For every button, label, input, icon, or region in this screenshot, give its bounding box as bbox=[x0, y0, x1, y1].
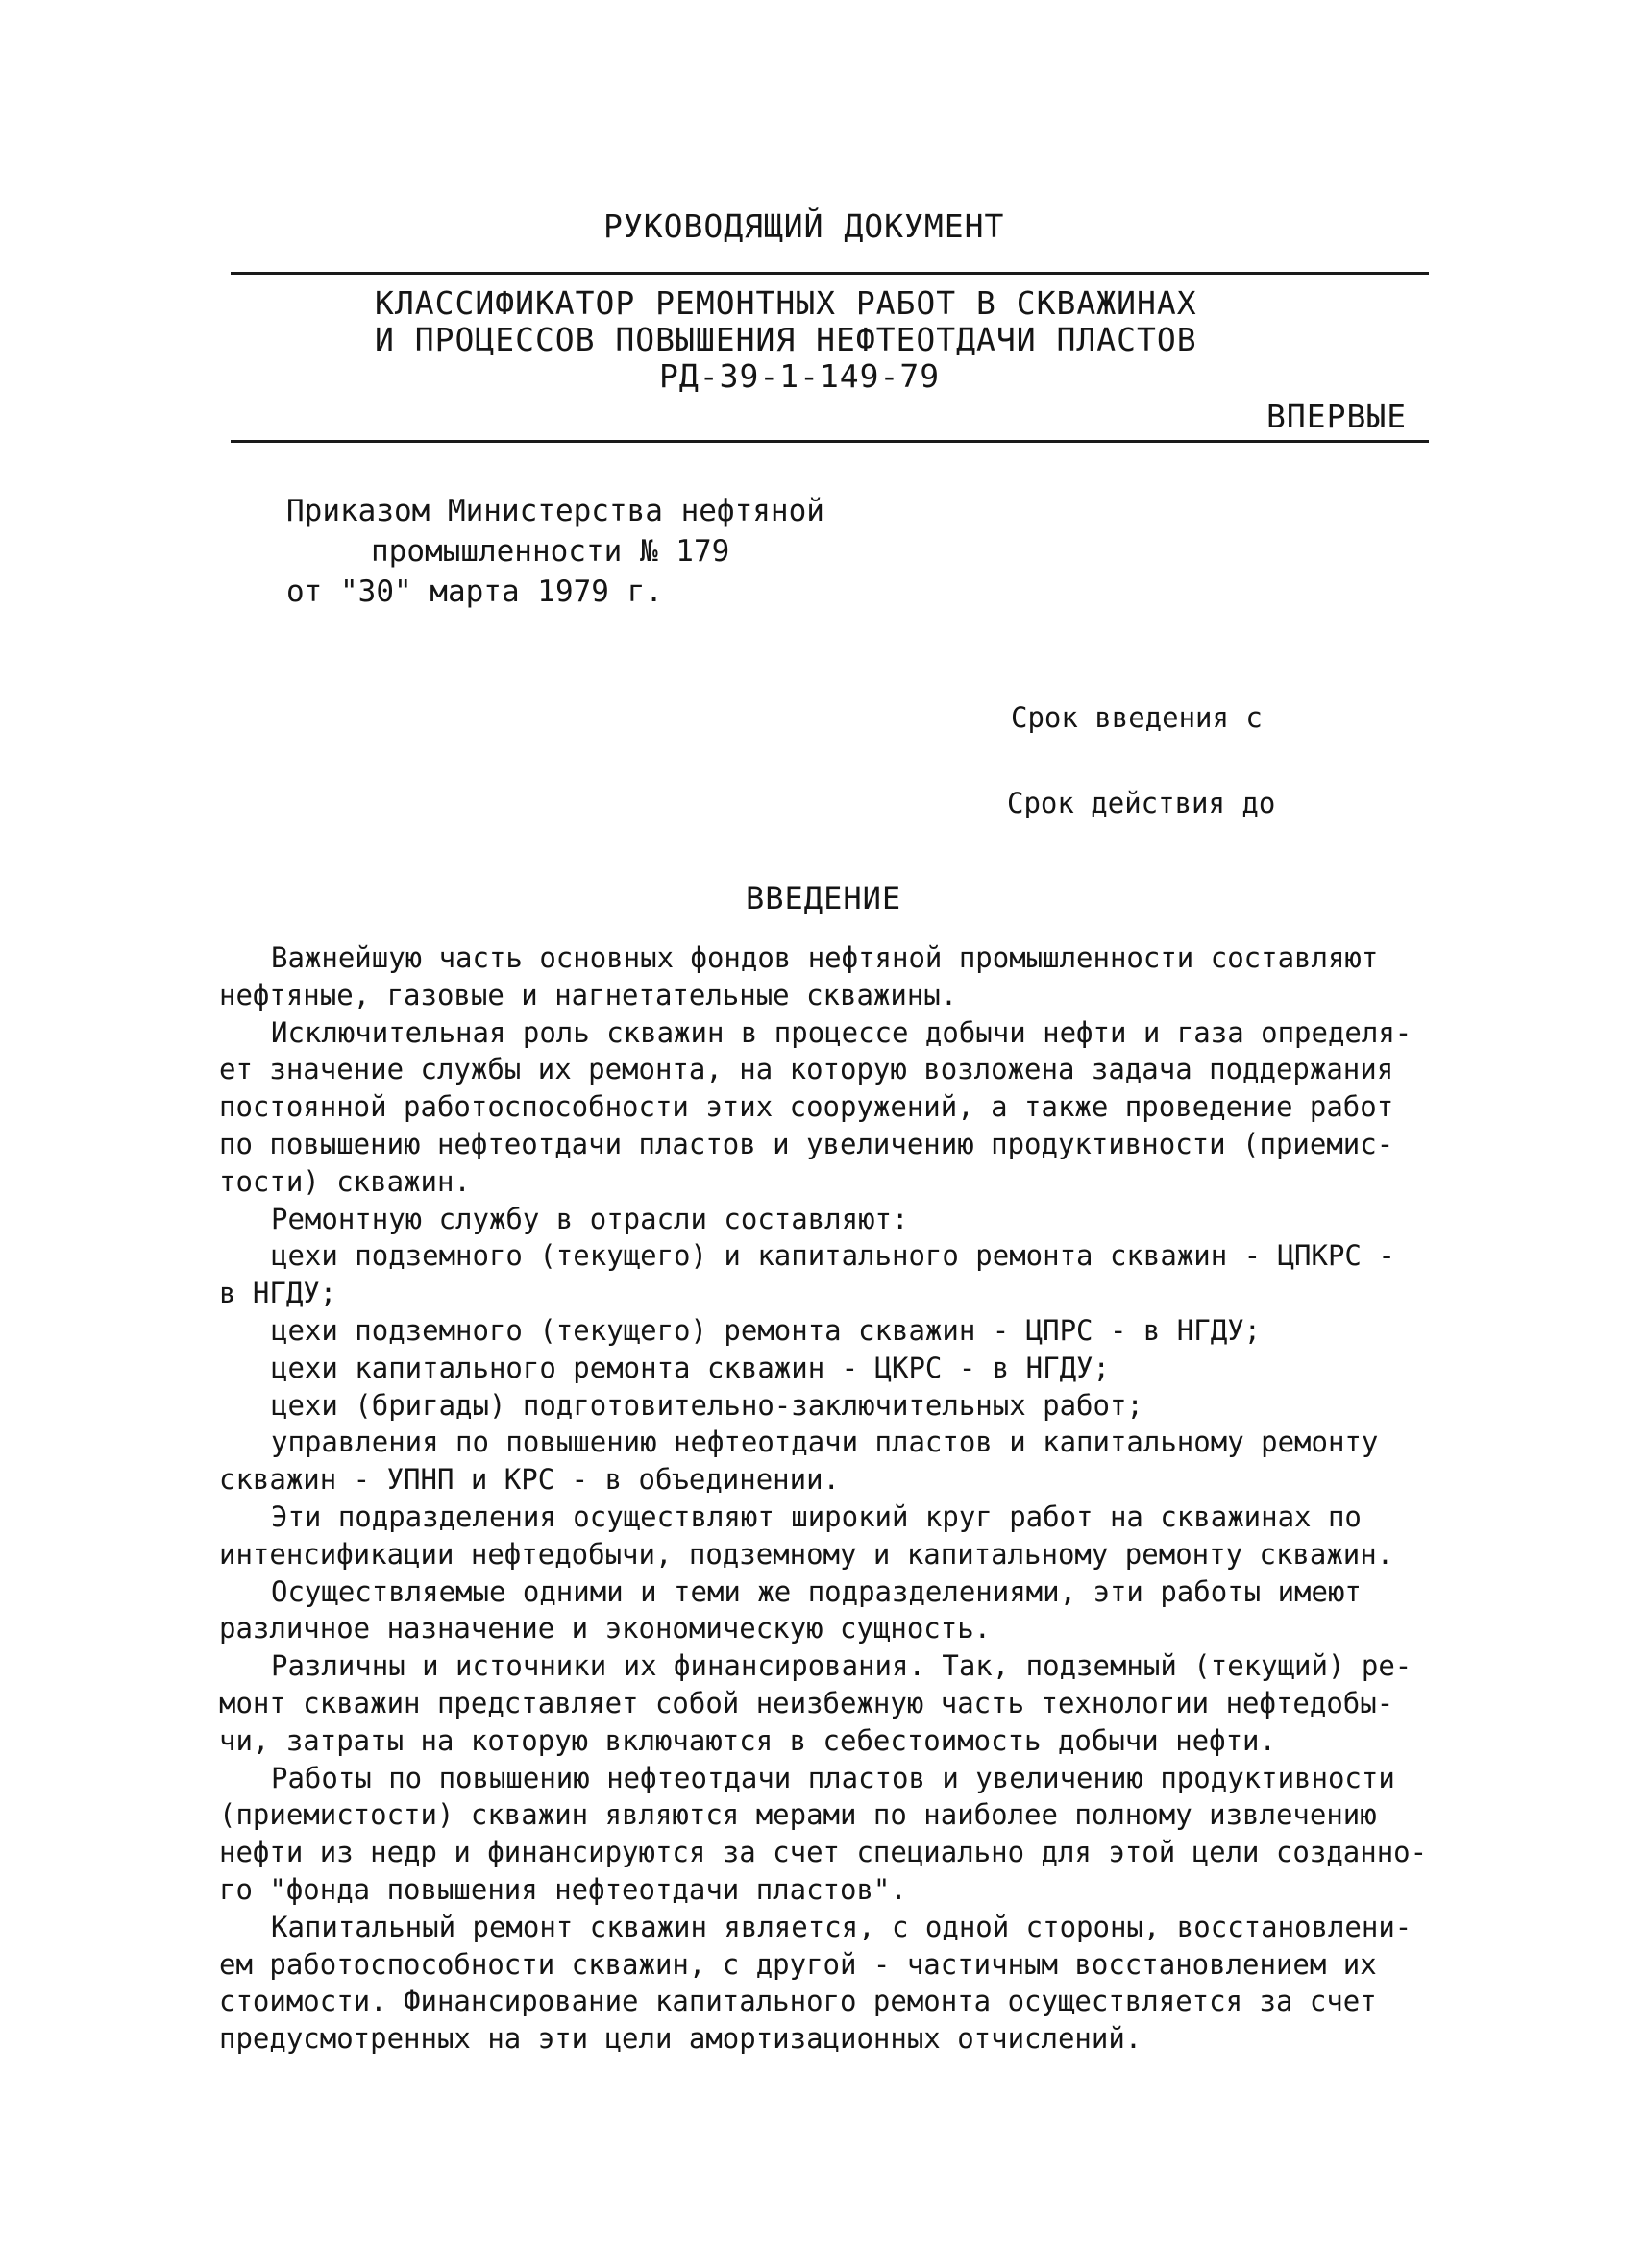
header-bottom-rule bbox=[231, 440, 1429, 443]
text-line: интенсификации нефтедобычи, подземному и капитальному ремонту скважин. bbox=[219, 1537, 1394, 1571]
introduction-body bbox=[219, 939, 1468, 2058]
text-line: цехи капитального ремонта скважин - ЦКРС - в НГДУ; bbox=[271, 1351, 1110, 1384]
order-line-3: от "30" марта 1979 г. bbox=[286, 574, 663, 609]
text-line: цехи подземного (текущего) ремонта скважин - ЦПРС - в НГДУ; bbox=[271, 1313, 1262, 1347]
text-line: (приемистости) скважин являются мерами по наиболее полному извлечению bbox=[219, 1798, 1377, 1832]
text-line: Осуществляемые одними и теми же подразделениями, эти работы имеют bbox=[271, 1574, 1362, 1608]
effective-date-label: Срок введения с bbox=[1011, 701, 1263, 734]
document-code: РД-39-1-149-79 bbox=[659, 357, 941, 395]
text-line: го "фонда повышения нефтеотдачи пластов". bbox=[219, 1872, 907, 1906]
text-line: по повышению нефтеотдачи пластов и увеличению продуктивности (приемис- bbox=[219, 1127, 1394, 1160]
text-line: ет значение службы их ремонта, на которую возложена задача поддержания bbox=[219, 1053, 1394, 1086]
text-line: цехи (бригады) подготовительно-заключительных работ; bbox=[271, 1388, 1143, 1422]
order-line-1: Приказом Министерства нефтяной bbox=[286, 494, 824, 528]
header-top-rule bbox=[231, 272, 1429, 275]
text-line: ем работоспособности скважин, с другой - частичным восстановлением их bbox=[219, 1947, 1377, 1981]
text-line: Ремонтную службу в отрасли составляют: bbox=[271, 1202, 909, 1235]
text-line: монт скважин представляет собой неизбежную часть технологии нефтедобы- bbox=[219, 1686, 1394, 1719]
text-line: Капитальный ремонт скважин является, с одной стороны, восстановлени- bbox=[271, 1910, 1413, 1943]
text-line: тости) скважин. bbox=[219, 1164, 471, 1198]
text-line: постоянной работоспособности этих сооружений, а также проведение работ bbox=[219, 1090, 1394, 1124]
section-heading: ВВЕДЕНИЕ bbox=[746, 880, 902, 916]
text-line: скважин - УПНП и КРС - в объединении. bbox=[219, 1463, 841, 1497]
text-line: Эти подразделения осуществляют широкий круг работ на скважинах по bbox=[271, 1500, 1362, 1533]
text-line: цехи подземного (текущего) и капитального ремонта скважин - ЦПКРС - bbox=[271, 1239, 1395, 1273]
order-line-2: промышленности № 179 bbox=[371, 534, 730, 569]
document-status: ВПЕРВЫЕ bbox=[1266, 398, 1408, 435]
text-line: Работы по повышению нефтеотдачи пластов и увеличению продуктивности bbox=[271, 1761, 1395, 1794]
text-line: Важнейшую часть основных фондов нефтяной промышленности составляют bbox=[271, 941, 1379, 974]
document-type-heading: РУКОВОДЯЩИЙ ДОКУМЕНТ bbox=[603, 207, 1005, 245]
text-line: нефти из недр и финансируются за счет специально для этой цели созданно- bbox=[219, 1836, 1428, 1869]
validity-date-label: Срок действия до bbox=[1007, 787, 1276, 819]
text-line: управления по повышению нефтеотдачи пластов и капитальному ремонту bbox=[271, 1426, 1379, 1459]
text-line: различное назначение и экономическую сущность. bbox=[219, 1612, 992, 1646]
text-line: нефтяные, газовые и нагнетательные скважины. bbox=[219, 978, 958, 1012]
text-line: предусмотренных на эти цели амортизационных отчислений. bbox=[219, 2022, 1142, 2056]
document-title-line-1: КЛАССИФИКАТОР РЕМОНТНЫХ РАБОТ В СКВАЖИНАХ bbox=[375, 284, 1197, 322]
text-line: в НГДУ; bbox=[219, 1277, 337, 1310]
text-line: чи, затраты на которую включаются в себестоимость добычи нефти. bbox=[219, 1723, 1276, 1757]
text-line: Исключительная роль скважин в процессе добычи нефти и газа определя- bbox=[271, 1015, 1413, 1049]
text-line: Различны и источники их финансирования. Так, подземный (текущий) ре- bbox=[271, 1649, 1413, 1683]
text-line: стоимости. Финансирование капитального ремонта осуществляется за счет bbox=[219, 1985, 1377, 2018]
document-title-line-2: И ПРОЦЕССОВ ПОВЫШЕНИЯ НЕФТЕОТДАЧИ ПЛАСТОВ bbox=[375, 321, 1197, 358]
